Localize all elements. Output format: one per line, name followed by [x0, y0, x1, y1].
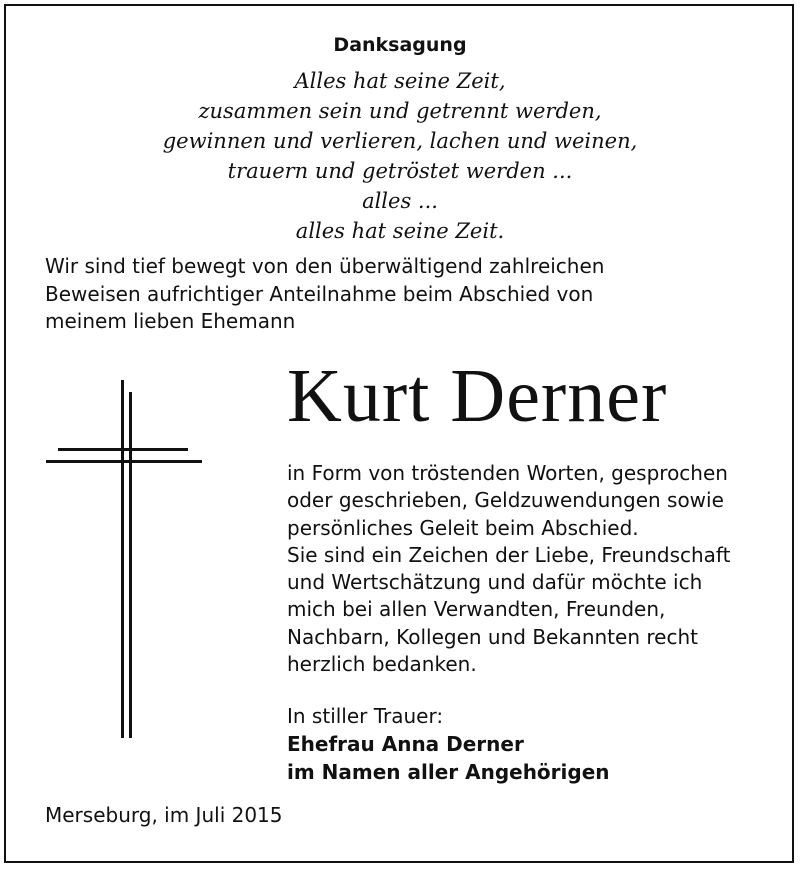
body-line: herzlich bedanken. [287, 652, 477, 677]
poem-line: zusammen sein und getrennt werden, [198, 99, 602, 123]
poem-line: alles ... [362, 189, 438, 213]
body-line: Sie sind ein Zeichen der Liebe, Freundschaft [287, 542, 731, 567]
intro-line: Wir sind tief bewegt von den überwältigend zahlreichen [45, 254, 605, 278]
poem [0, 66, 800, 246]
body-line: Nachbarn, Kollegen und Bekannten recht [287, 624, 698, 649]
intro-text [45, 253, 765, 336]
intro-line: meinem lieben Ehemann [45, 309, 296, 333]
mourning-intro: In stiller Trauer: [287, 704, 444, 728]
body-line: und Wertschätzung und dafür möchte ich [287, 570, 703, 595]
signer-name: Ehefrau Anna Derner [287, 732, 524, 756]
body-line: persönliches Geleit beim Abschied. [287, 515, 639, 540]
poem-line: Alles hat seine Zeit, [294, 69, 506, 93]
deceased-name: Kurt Derner [287, 354, 668, 438]
mourning-block [287, 702, 787, 786]
intro-line: Beweisen aufrichtiger Anteilnahme beim Abschied von [45, 281, 594, 306]
body-line: in Form von tröstenden Worten, gesprochen [287, 461, 728, 485]
family-line: im Namen aller Angehörigen [287, 760, 610, 784]
body-line: mich bei allen Verwandten, Freunden, [287, 597, 666, 622]
body-text [287, 460, 787, 678]
place-date: Merseburg, im Juli 2015 [45, 803, 283, 827]
body-line: oder geschrieben, Geldzuwendungen sowie [287, 488, 724, 513]
notice-heading: Danksagung [333, 34, 467, 56]
poem-line: gewinnen und verlieren, lachen und weinen, [162, 129, 638, 153]
cross-icon [40, 380, 210, 740]
poem-line: trauern und getröstet werden ... [227, 159, 573, 183]
poem-line: alles hat seine Zeit. [295, 219, 505, 243]
